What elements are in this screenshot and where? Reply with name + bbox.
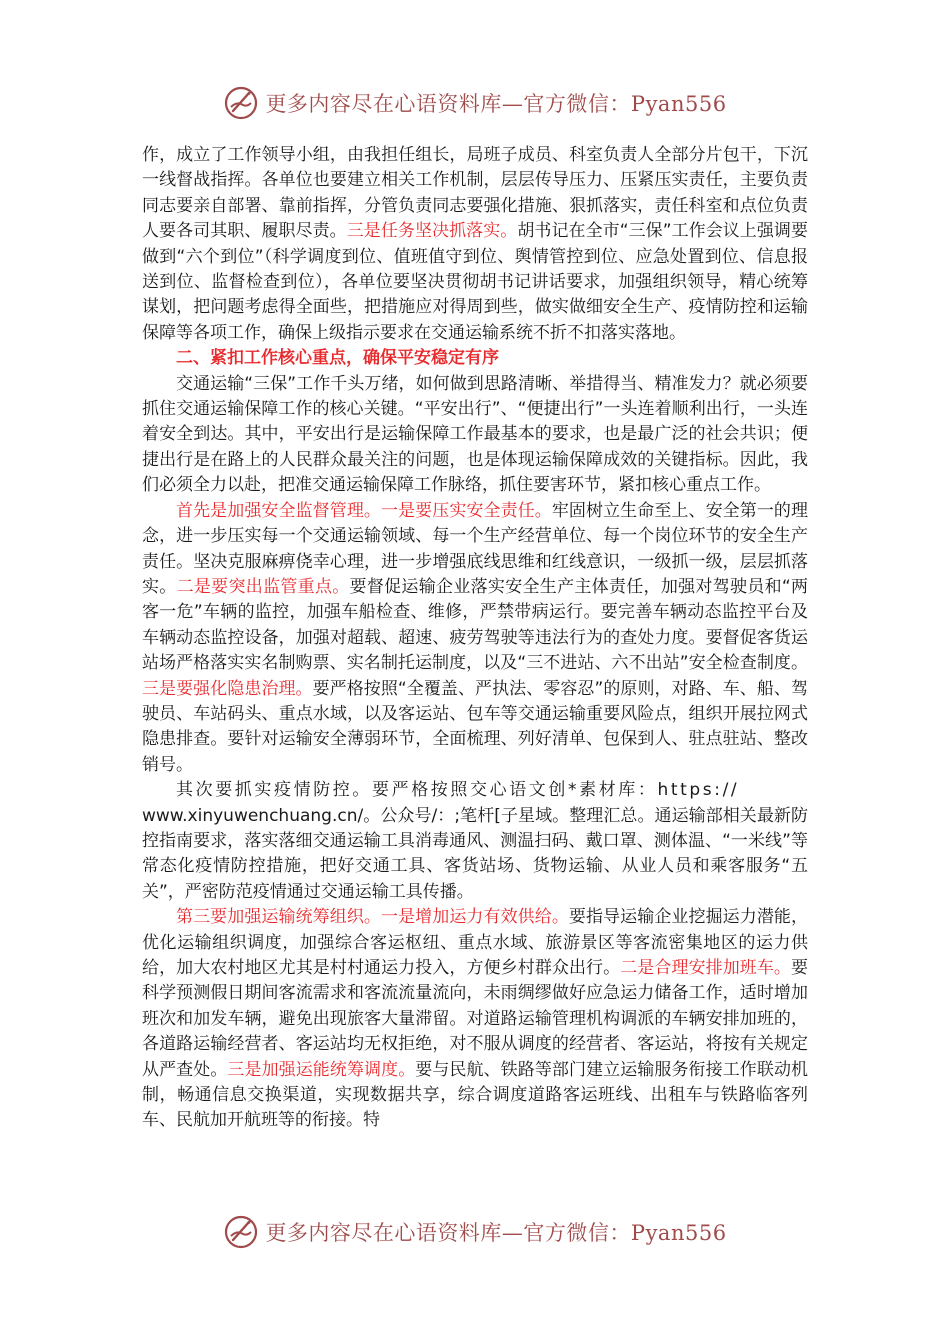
paragraph: [142, 905, 808, 1134]
text-run: 要指导运输企业挖掘运力潜能，优化运输组织调度，加强综合客运枢纽、重点水域、旅游景区等客流密集地区的运力供给，加大农村地区尤其是村村通运力投入，方便乡村群众出行。: [142, 907, 809, 978]
text-run: 要严格按照“全覆盖、严执法、零容忍”的原则，对路、车、船、驾驶员、车站码头、重点水域，以及客运站、包车等交通运输重要风险点，组织开展拉网式隐患排查。要针对运输安全薄弱环节，全面梳理、列好清单、包保到人、驻点驻站、整改销号。: [142, 678, 808, 775]
emphasis-text: 首先是加强安全监督管理。一是要压实安全责任。: [176, 500, 552, 521]
emphasis-text: 二是合理安排加班车。: [620, 958, 792, 978]
emphasis-text: 三是要强化隐患治理。: [142, 678, 313, 699]
footer-banner: [0, 1212, 950, 1252]
text-run: 要科学预测假日期间客流需求和客流流量流向，未雨绸缪做好应急运力储备工作，适时增加班次和加发车辆，避免出现旅客大量滞留。对道路运输管理机构调派的车辆安排加班的，各道路运输经营者、客运站均无权拒绝，对不服从调度的经营者、客运站，将按有关规定从严查处。: [142, 958, 809, 1080]
book-pen-logo-icon: [223, 85, 259, 121]
book-pen-logo-icon: [223, 1214, 259, 1250]
text-run-spaced: 其次要抓实疫情防控。要严格按照交心语文创*素材库：https://: [176, 780, 740, 801]
emphasis-text: 第三要加强运输统筹组织。一是增加运力有效供给。: [176, 907, 569, 928]
banner-text: 更多内容尽在心语资料库—官方微信：Pyan556: [265, 1221, 727, 1245]
header-banner: [0, 83, 950, 123]
text-run: 交通运输“三保”工作千头万绪，如何做到思路清晰、举措得当、精准发力？就必须要抓住交通运输保障工作的核心关键。“平安出行”、“便捷出行”一头连着顺利出行，一头连着安全到达。其中，平安出行是运输保障工作最基本的要求，也是最广泛的社会共识；便捷出行是在路上的人民群众最关注的问题，也是体现运输保障成效的关键指标。因此，我们必须全力以赴，把准交通运输保障工作脉络，抓住要害环节，紧扣核心重点工作。: [142, 373, 808, 496]
section-heading: [142, 346, 808, 371]
text-run: 要与民航、铁路等部门建立运输服务衔接工作联动机制，畅通信息交换渠道，实现数据共享，综合调度道路客运班线、出租车与铁路临客列车、民航加开航班等的衔接。特: [142, 1059, 809, 1131]
document-body: [142, 143, 808, 1134]
emphasis-text: 二、紧扣工作核心重点，确保平安稳定有序: [176, 348, 499, 369]
paragraph: [142, 499, 808, 778]
emphasis-text: 三是加强运能统筹调度。: [227, 1059, 416, 1080]
paragraph: [142, 143, 808, 346]
paragraph: [142, 372, 808, 499]
banner-text: 更多内容尽在心语资料库—官方微信：Pyan556: [265, 92, 727, 116]
paragraph: [142, 778, 808, 905]
text-run: www.xinyuwenchuang.cn/。公众号/：;笔杆[子星域。整理汇总。通运输部相关最新防控指南要求，落实落细交通运输工具消毒通风、测温扫码、戴口罩、测体温、“一米线”等常态化疫情防控措施，把好交通工具、客货站场、货物运输、从业人员和乘客服务“五关”，严密防范疫情通过交通运输工具传播。: [142, 805, 808, 902]
text-run: 作，成立了工作领导小组，由我担任组长，局班子成员、科室负责人全部分片包干，下沉一线督战指挥。各单位也要建立相关工作机制，层层传导压力、压紧压实责任，主要负责同志要亲自部署、靠前指挥，分管负责同志要强化措施、狠抓落实，责任科室和点位负责人要各司其职、履职尽责。: [142, 145, 808, 242]
emphasis-text: 二是要突出监管重点。: [176, 576, 350, 597]
text-run: 牢固树立生命至上、安全第一的理念，进一步压实每一个交通运输领域、每一个生产经营单位、每一个岗位环节的安全生产责任。坚决克服麻痹侥幸心理，进一步增强底线思维和红线意识，一级抓一级，层层抓落实。: [142, 500, 809, 597]
text-run: 胡书记在全市“三保”工作会议上强调要做到“六个到位”（科学调度到位、值班值守到位、舆情管控到位、应急处置到位、信息报送到位、监督检查到位），各单位要坚决贯彻胡书记讲话要求，加强组织领导，精心统筹谋划，把问题考虑得全面些，把措施应对得周到些，做实做细安全生产、疫情防控和运输保障等各项工作，确保上级指示要求在交通运输系统不折不扣落实落地。: [142, 221, 808, 343]
text-run: 要督促运输企业落实安全生产主体责任，加强对驾驶员和“两客一危”车辆的监控，加强车船检查、维修，严禁带病运行。要完善车辆动态监控平台及车辆动态监控设备，加强对超载、超速、疲劳驾驶等违法行为的查处力度。要督促客货运站场严格落实实名制购票、实名制托运制度，以及“三不进站、六不出站”安全检查制度。: [142, 576, 809, 674]
emphasis-text: 三是任务坚决抓落实。: [346, 221, 518, 242]
